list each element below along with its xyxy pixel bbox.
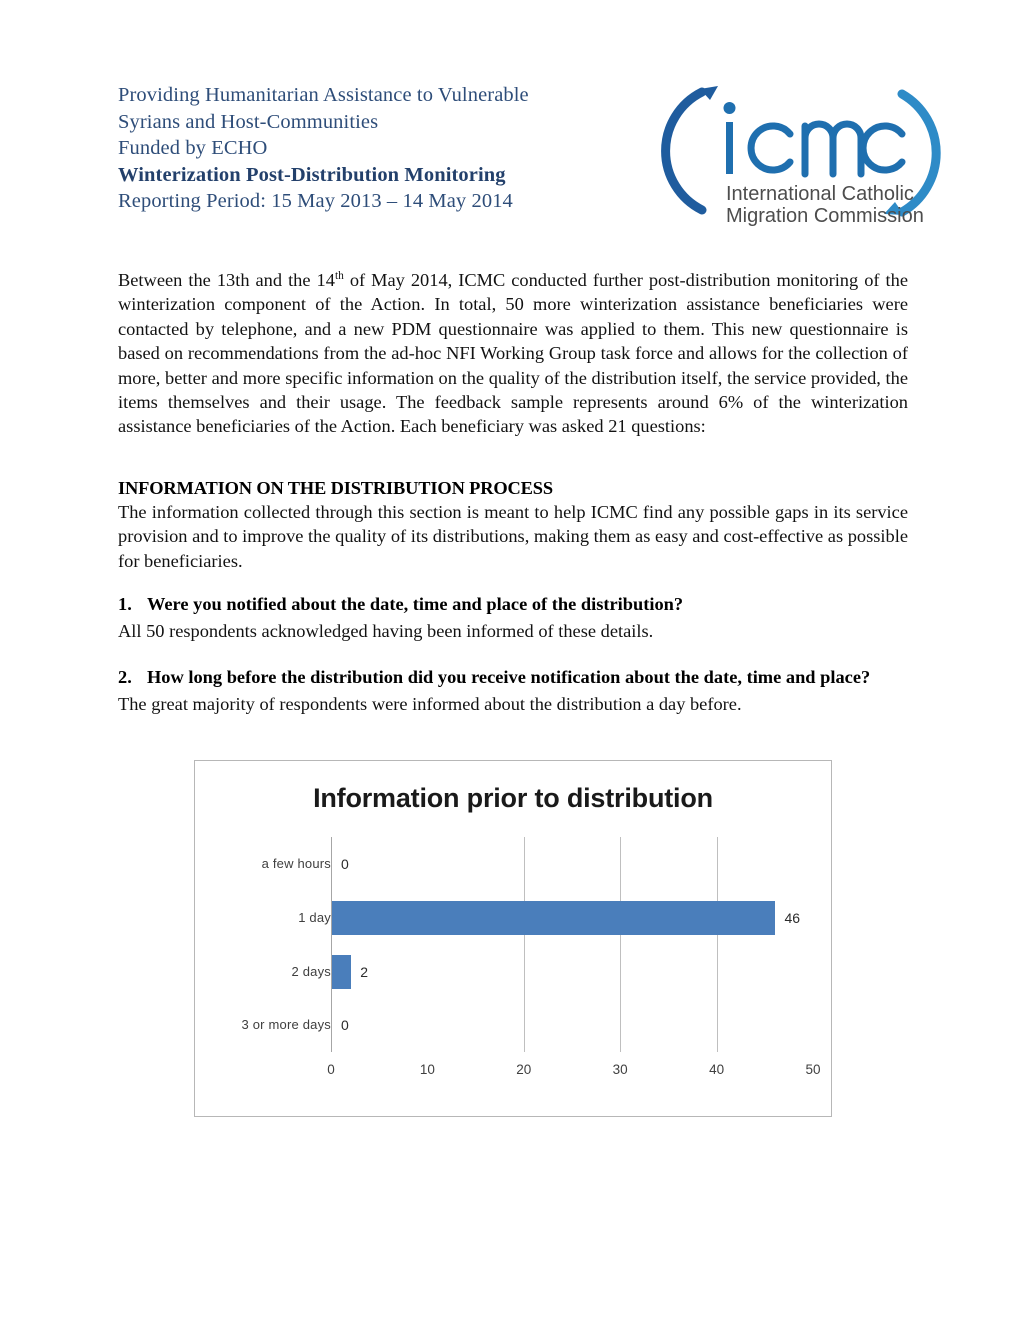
chart-bar-value-label: 46 [784,909,801,926]
intro-text-part2: of May 2014, ICMC conducted further post-distribution monitoring of the winterization component of the Action. In total, 50 more winterization assistance beneficiaries were contacted by telephone, and a new PDM questionnaire was applied to them. This new questionnaire is based on recommendations from the ad-hoc NFI Working Group task force and allows for the collection of more, better and more specific information on the quality of the distribution itself, the service provided, the items themselves and their usage. The feedback sample represents around 6% of the winterization assistance beneficiaries of the Action. Each beneficiary was asked 21 questions: [118,270,908,437]
question-1-answer: All 50 respondents acknowledged having been informed of these details. [118,621,654,641]
question-1-number: 1. [118,594,132,614]
chart-xtick-label: 40 [709,1062,725,1077]
chart-bar-value-label: 0 [341,1017,349,1034]
intro-text-part1: Between the 13th and the 14 [118,270,335,290]
chart-xtick-label: 20 [516,1062,532,1077]
chart-plot-wrapper [195,837,831,1115]
question-1-heading [118,592,908,617]
question-2-answer: The great majority of respondents were informed about the distribution a day before. [118,694,742,714]
icmc-logo [640,62,960,242]
question-1-block [118,592,908,643]
chart-title: Information prior to distribution [313,783,713,813]
chart-information-prior-to-distribution [194,760,832,1117]
chart-category-label: a few hours [261,856,331,871]
header-line-2: Syrians and Host-Communities [118,110,379,133]
chart-xtick-label: 50 [805,1062,821,1077]
document-header [118,82,948,232]
chart-value-axis [327,1056,821,1086]
chart-category-axis [203,837,331,1052]
chart-bar-row [332,998,814,1052]
question-1-text: Were you notified about the date, time and place of the distribution? [147,594,684,614]
chart-xtick-label: 10 [419,1062,435,1077]
chart-category-label: 1 day [298,909,331,925]
header-title-block [118,82,638,215]
chart-bar-value-label: 2 [360,963,369,980]
chart-bar [332,955,351,989]
icmc-logo-graphic [640,62,960,242]
header-report-title: Winterization Post-Distribution Monitoring [118,163,506,186]
header-reporting-period: Reporting Period: 15 May 2013 – 14 May 2014 [118,190,513,212]
header-line-1: Providing Humanitarian Assistance to Vulnerable [118,84,529,106]
chart-category-label: 2 days [291,963,331,979]
svg-text:Migration Commission: Migration Commission [726,205,924,227]
header-line-3: Funded by ECHO [118,137,268,159]
chart-category-label: 3 or more days [241,1017,331,1033]
question-2-text: How long before the distribution did you receive notification about the date, time and place? [147,667,871,687]
chart-bar-row [332,891,814,945]
chart-bar-value-label: 0 [341,856,349,872]
svg-text:International Catholic: International Catholic [726,183,914,205]
chart-xtick-label: 30 [612,1062,628,1077]
question-2-block [118,665,908,716]
chart-bar [332,901,775,935]
question-2-number: 2. [118,667,132,687]
intro-paragraph [118,268,908,439]
chart-plot-area [331,837,813,1052]
ordinal-superscript: th [334,269,344,282]
chart-bar-row [332,837,814,891]
chart-xtick-label: 0 [327,1062,335,1077]
section-body-paragraph: The information collected through this section is meant to help ICMC find any possible gaps in its service provision and to improve the quality of its distributions, making them as easy and cost-effective as possible for beneficiaries. [118,502,908,571]
section-heading-distribution-process: INFORMATION ON THE DISTRIBUTION PROCESS [118,478,553,498]
question-2-heading [118,665,908,690]
chart-bar-row [332,945,814,999]
